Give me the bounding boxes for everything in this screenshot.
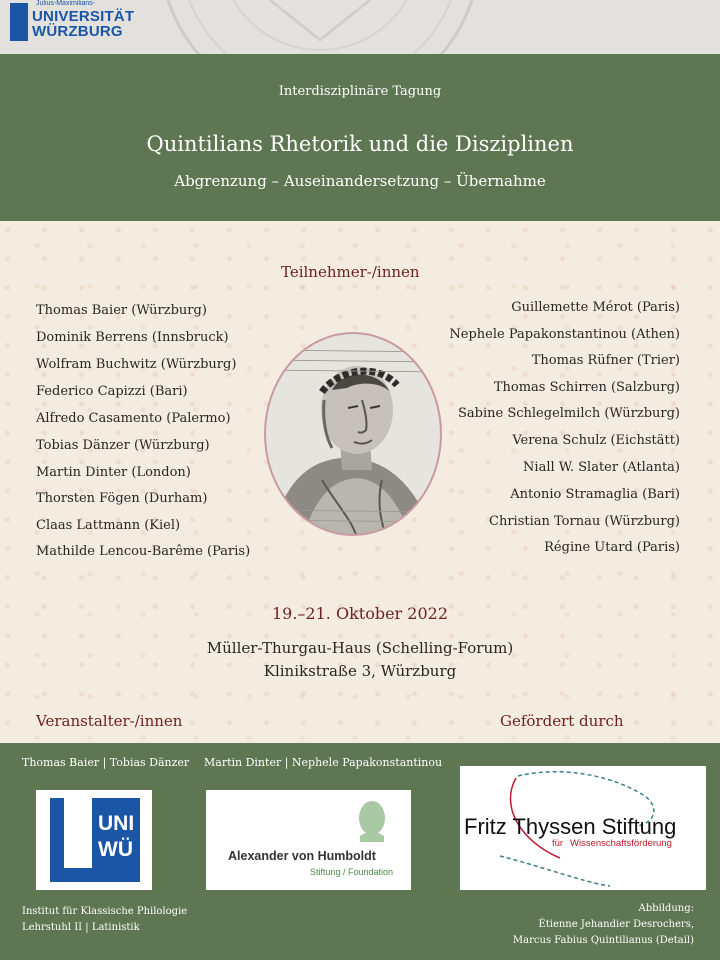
conference-type: Interdisziplinäre Tagung — [278, 84, 442, 99]
participant-name: Alfredo Casamento (Palermo) — [36, 411, 231, 426]
organizer-names-left: Thomas Baier | Tobias Dänzer — [22, 756, 190, 769]
logo-blue-bar — [10, 3, 28, 41]
participant-name: Martin Dinter (London) — [36, 465, 191, 480]
organizer-names-right: Martin Dinter | Nephele Papakonstantinou — [204, 756, 443, 769]
uniwu-logo[interactable] — [36, 790, 152, 890]
logo-text-small: Julius-Maximilians- — [36, 0, 96, 7]
fts-logo-sub-for: für — [552, 838, 564, 849]
organizers-heading: Veranstalter-/innen — [36, 712, 183, 730]
conference-title: Quintilians Rhetorik und die Disziplinen — [146, 132, 574, 156]
humboldt-logo-text-1: Alexander von Humboldt — [228, 849, 376, 863]
humboldt-foundation-logo[interactable] — [206, 790, 411, 890]
fts-logo-text: Fritz Thyssen Stiftung — [464, 814, 677, 839]
participant-name: Christian Tornau (Würzburg) — [489, 514, 680, 529]
participant-name: Thomas Rüfner (Trier) — [531, 353, 680, 368]
funding-heading: Gefördert durch — [500, 712, 624, 730]
event-address: Klinikstraße 3, Würzburg — [263, 662, 457, 680]
participant-name: Verena Schulz (Eichstätt) — [512, 433, 680, 448]
humboldt-logo-mark — [206, 790, 411, 890]
participant-name: Guillemette Mérot (Paris) — [511, 300, 680, 315]
uniwu-logo-text-1: UNI — [98, 812, 135, 835]
participant-name: Antonio Stramaglia (Bari) — [510, 487, 680, 502]
conference-subtitle: Abgrenzung – Auseinandersetzung – Übernahme — [174, 172, 546, 190]
image-credit-artist: Étienne Jehandier Desrochers, — [538, 919, 694, 930]
participant-name: Niall W. Slater (Atlanta) — [523, 460, 680, 475]
event-venue: Müller-Thurgau-Haus (Schelling-Forum) — [206, 639, 514, 657]
header-bar — [0, 0, 720, 54]
participant-name: Mathilde Lencou-Barême (Paris) — [36, 544, 251, 559]
chair-name: Lehrstuhl II | Latinistik — [22, 922, 140, 933]
title-band — [0, 54, 720, 221]
humboldt-logo-text-2: Stiftung / Foundation — [310, 867, 394, 877]
fts-logo-sub: Wissenschaftsförderung — [570, 838, 672, 849]
uniwu-logo-mark — [36, 790, 152, 890]
participant-name: Tobias Dänzer (Würzburg) — [36, 438, 210, 453]
institute-name: Institut für Klassische Philologie — [22, 906, 188, 917]
logo-text-line1: UNIVERSITÄT — [32, 8, 135, 25]
participant-name: Wolfram Buchwitz (Würzburg) — [36, 357, 237, 372]
participant-name: Thomas Schirren (Salzburg) — [493, 380, 680, 395]
event-date: 19.–21. Oktober 2022 — [271, 604, 448, 623]
image-credit-label: Abbildung: — [638, 903, 694, 914]
uniwu-logo-text-2: WÜ — [98, 838, 133, 861]
fts-logo-mark — [460, 766, 706, 890]
participant-name: Federico Capizzi (Bari) — [36, 384, 188, 399]
participant-name: Thomas Baier (Würzburg) — [36, 303, 207, 318]
participant-name: Nephele Papakonstantinou (Athen) — [449, 327, 680, 342]
participants-heading: Teilnehmer-/innen — [281, 263, 420, 281]
participant-name: Régine Utard (Paris) — [544, 540, 680, 555]
logo-text-line2: WÜRZBURG — [32, 23, 123, 40]
participant-name: Thorsten Fögen (Durham) — [36, 491, 208, 506]
participant-name: Claas Lattmann (Kiel) — [36, 518, 181, 533]
quintilian-portrait-image — [262, 330, 444, 538]
fritz-thyssen-stiftung-logo[interactable] — [460, 766, 706, 890]
university-seal-watermark — [150, 0, 490, 54]
university-logo[interactable] — [10, 0, 135, 44]
participant-name: Dominik Berrens (Innsbruck) — [36, 330, 229, 345]
participant-name: Sabine Schlegelmilch (Würzburg) — [458, 406, 680, 421]
image-credit-title: Marcus Fabius Quintilianus (Detail) — [512, 935, 694, 946]
